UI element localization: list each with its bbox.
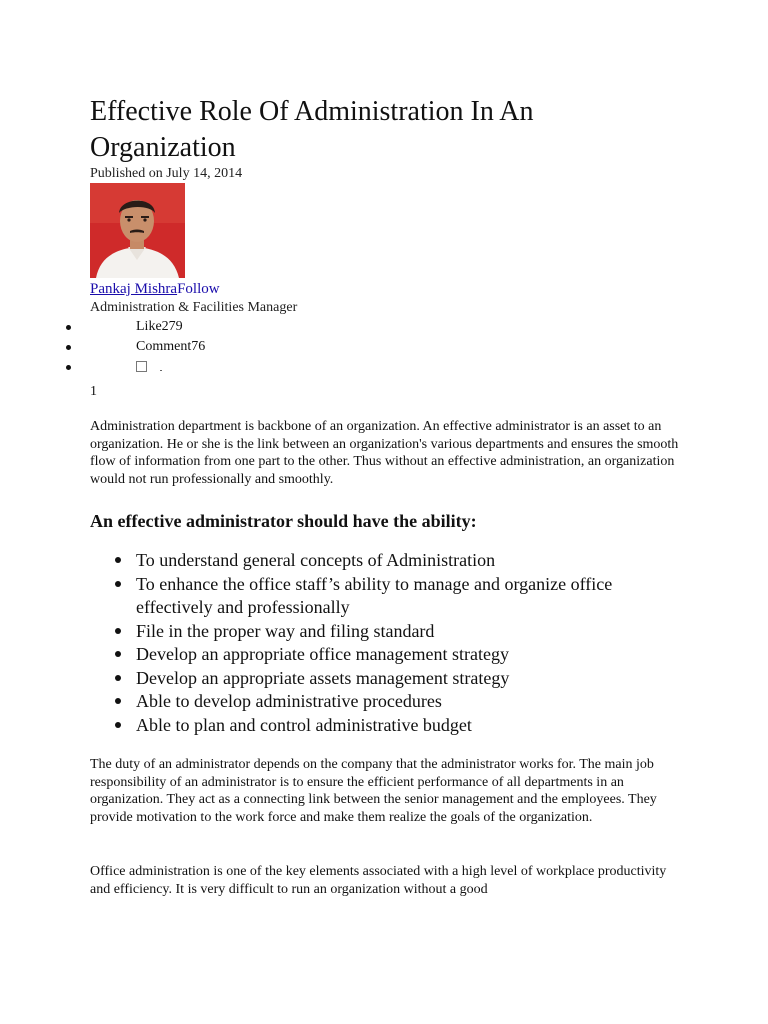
bullet-icon — [115, 722, 121, 728]
ability-text: Develop an appropriate office management strategy — [136, 644, 510, 664]
ability-item — [90, 643, 670, 667]
ability-item — [90, 667, 670, 691]
ability-text: Able to develop administrative procedures — [136, 691, 442, 711]
bullet-icon — [115, 628, 121, 634]
author-line — [90, 280, 220, 298]
intro-paragraph: Administration department is backbone of an organization. An effective administrator is an asset to an organization. He or she is the link between an organization's various departments and ensures the smooth flow of information from one part to the other. Thus without an effective administration, an organization would not run professionally and smoothly. — [90, 419, 679, 487]
author-avatar[interactable] — [90, 183, 185, 278]
bullet-icon — [66, 365, 71, 370]
share-count: 1 — [90, 384, 97, 399]
bullet-icon — [66, 345, 71, 350]
ability-text: Develop an appropriate assets management strategy — [136, 667, 510, 688]
ability-item — [90, 620, 670, 644]
checkbox-icon[interactable] — [136, 361, 147, 372]
author-name-link[interactable]: Pankaj Mishra — [90, 281, 178, 297]
bullet-icon — [115, 675, 121, 681]
comment-button[interactable]: Comment76 — [136, 339, 206, 354]
duty-paragraph: The duty of an administrator depends on the company that the administrator works for. The main job responsibility of an administrator is to ensure the efficient performance of all departments in an organization. They act as a connecting link between the senior management and the employees. They provide motivation to the work force and make them realize the goals of the organization. — [90, 757, 657, 825]
ability-item — [90, 549, 670, 573]
ability-item — [90, 690, 670, 714]
bullet-icon — [115, 698, 121, 704]
ability-text: File in the proper way and filing standard — [136, 620, 435, 641]
like-button[interactable]: Like279 — [136, 319, 183, 334]
bullet-icon — [115, 557, 121, 563]
abilities-heading: An effective administrator should have the ability: — [90, 511, 477, 531]
author-headline: Administration & Facilities Manager — [90, 300, 298, 315]
ability-item — [90, 573, 670, 620]
abilities-list — [90, 549, 670, 737]
follow-link[interactable]: Follow — [177, 281, 220, 297]
bullet-icon — [66, 325, 71, 330]
ability-text: To understand general concepts of Administration — [136, 550, 496, 570]
ability-item — [90, 714, 670, 738]
bullet-icon — [115, 581, 121, 587]
ability-text: To enhance the office staff’s ability to manage and organize office effectively and professionally — [136, 573, 613, 617]
published-date: Published on July 14, 2014 — [90, 166, 243, 181]
office-admin-paragraph: Office administration is one of the key elements associated with a high level of workplace productivity and efficiency. It is very difficult to run an organization without a good — [90, 864, 667, 897]
ability-text: Able to plan and control administrative budget — [136, 714, 472, 735]
separator-mark — [160, 370, 162, 371]
author-photo-icon — [90, 183, 185, 278]
article-title: Effective Role Of Administration In An Organization — [90, 96, 534, 163]
bullet-icon — [115, 651, 121, 657]
